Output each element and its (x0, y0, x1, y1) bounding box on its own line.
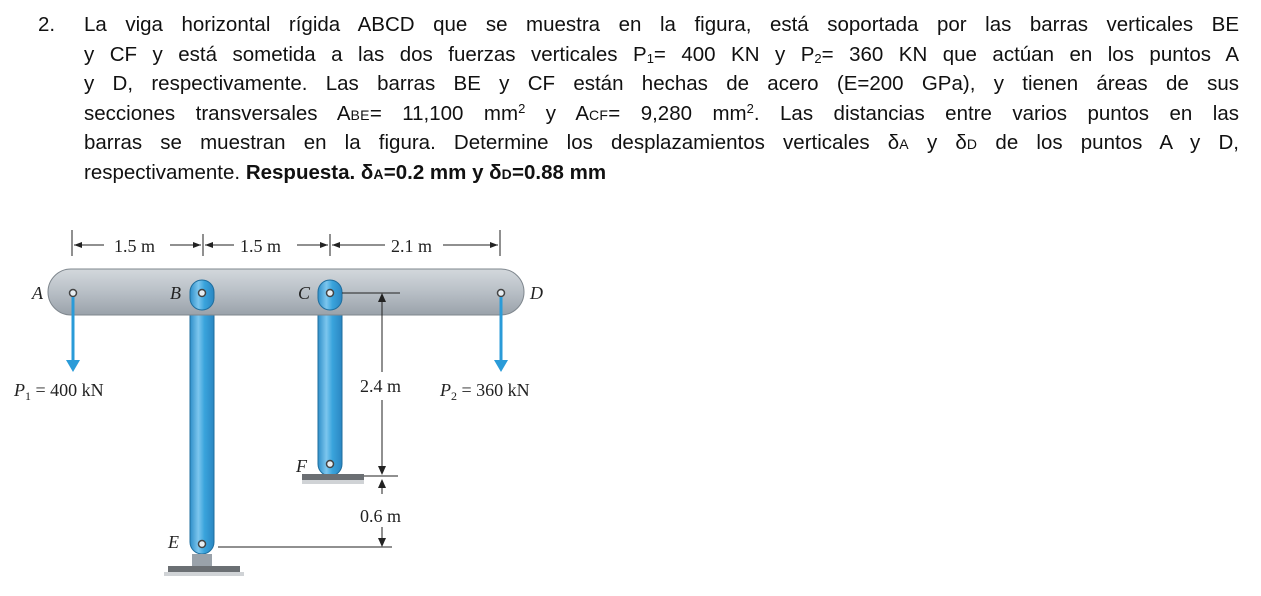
label-p2: $P_2 = 360$ kN (440, 380, 530, 403)
label-b: B (170, 283, 181, 303)
label-c: C (298, 283, 311, 303)
beam-figure (0, 222, 600, 596)
beam-abcd (48, 269, 524, 315)
problem-number: 2. (38, 13, 56, 36)
dim-cd: 2.1 m (391, 236, 433, 256)
label-p1: $P_1 = 400$ kN (14, 380, 104, 403)
dim-ab: 1.5 m (114, 236, 156, 256)
support-f (302, 474, 364, 484)
text-line-4: secciones transversales ABE= 11,100 $mm^2$ y ACF= 9,280 $mm^2$. Las distancias entre varios puntos en las (84, 100, 1239, 125)
bar-be (190, 280, 214, 554)
text-line-6: respectivamente. Respuesta. δA=0.2 mm y δD=0.88 mm (84, 160, 607, 184)
label-a: A (32, 283, 43, 303)
problem-text (84, 10, 1239, 188)
text-line-2: y CF y está sometida a las dos fuerzas verticales $P_1= 400$ KN y $P_2= 360$ KN que actúan en los puntos A (84, 42, 1239, 66)
text-line-1: La viga horizontal rígida ABCD que se muestra en la figura, está soportada por las barras verticales BE (84, 13, 1239, 36)
answer: Respuesta. δA=0.2 mm y δD=0.88 mm (245, 160, 607, 184)
text-line-3: y D, respectivamente. Las barras BE y CF están hechas de acero (E=200 GPa), y tienen áreas de sus (84, 72, 1239, 96)
pins (70, 290, 505, 548)
text-line-5: barras se muestran en la figura. Determine los desplazamientos verticales δA y δD de los puntos A y D, (84, 131, 1239, 155)
dim-cf-height: 2.4 m (360, 376, 402, 396)
dim-fe-height: 0.6 m (360, 506, 402, 526)
label-f: F (296, 456, 307, 476)
support-e (164, 554, 244, 576)
label-d: D (530, 283, 543, 303)
dim-bc: 1.5 m (240, 236, 282, 256)
label-e: E (168, 532, 179, 552)
